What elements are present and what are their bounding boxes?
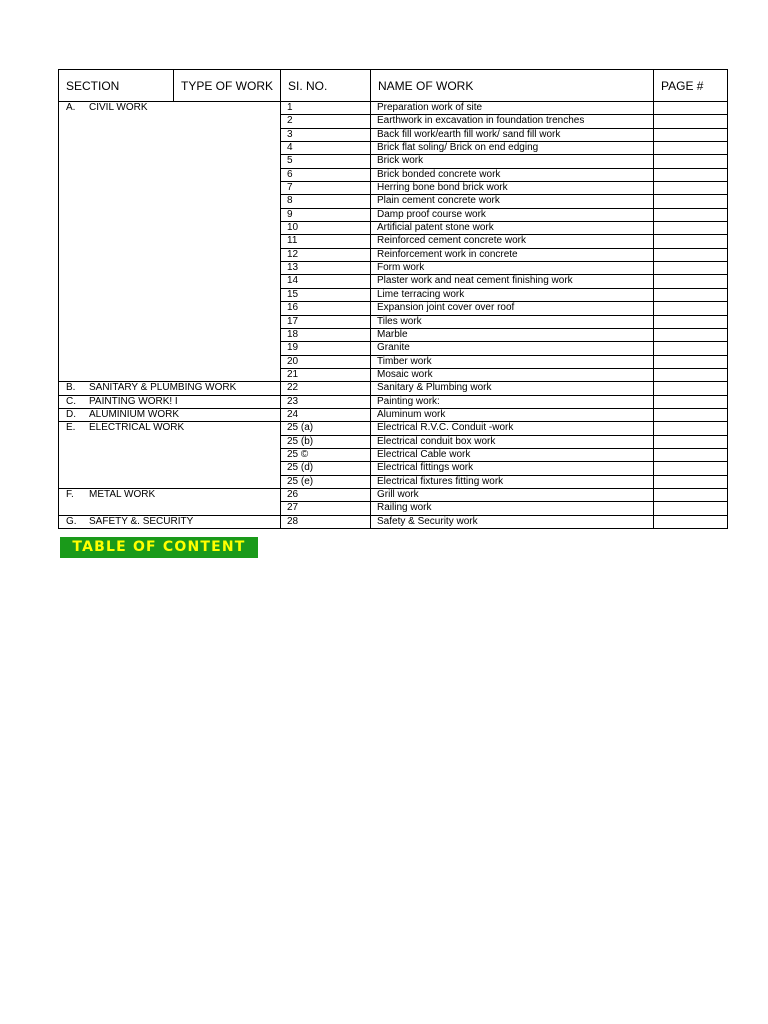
table-row bbox=[59, 328, 728, 341]
work-name-cell: Electrical conduit box work bbox=[371, 435, 654, 448]
page-number-cell bbox=[654, 395, 728, 408]
section-cell bbox=[59, 368, 281, 381]
header-sl-no: SI. NO. bbox=[281, 70, 371, 102]
work-name-cell: Electrical fittings work bbox=[371, 462, 654, 475]
work-name-cell: Painting work: bbox=[371, 395, 654, 408]
section-name: SAFETY &. SECURITY bbox=[89, 515, 194, 527]
section-cell bbox=[59, 102, 281, 115]
table-row bbox=[59, 515, 728, 528]
page-number-cell bbox=[654, 208, 728, 221]
serial-number-cell: 1 bbox=[281, 102, 371, 115]
section-cell bbox=[59, 222, 281, 235]
section-cell bbox=[59, 382, 281, 395]
section-cell bbox=[59, 315, 281, 328]
table-header-row bbox=[59, 70, 728, 102]
serial-number-cell: 19 bbox=[281, 342, 371, 355]
work-name-cell: Brick work bbox=[371, 155, 654, 168]
section-name: METAL WORK bbox=[89, 488, 156, 500]
work-name-cell: Lime terracing work bbox=[371, 288, 654, 301]
table-row bbox=[59, 128, 728, 141]
serial-number-cell: 6 bbox=[281, 168, 371, 181]
page-number-cell bbox=[654, 262, 728, 275]
section-cell bbox=[59, 248, 281, 261]
serial-number-cell: 2 bbox=[281, 115, 371, 128]
table-row bbox=[59, 115, 728, 128]
page-number-cell bbox=[654, 435, 728, 448]
table-of-content-label: TABLE OF CONTENT bbox=[60, 537, 258, 558]
section-cell bbox=[59, 462, 281, 475]
page-number-cell bbox=[654, 195, 728, 208]
serial-number-cell: 9 bbox=[281, 208, 371, 221]
section-cell bbox=[59, 155, 281, 168]
work-name-cell: Timber work bbox=[371, 355, 654, 368]
section-letter: B. bbox=[66, 382, 76, 394]
page-number-cell bbox=[654, 475, 728, 488]
section-cell bbox=[59, 275, 281, 288]
work-name-cell: Preparation work of site bbox=[371, 102, 654, 115]
table-row bbox=[59, 368, 728, 381]
page-number-cell bbox=[654, 182, 728, 195]
work-name-cell: Plaster work and neat cement finishing work bbox=[371, 275, 654, 288]
table-row bbox=[59, 435, 728, 448]
table-row bbox=[59, 222, 728, 235]
section-cell bbox=[59, 262, 281, 275]
table-row bbox=[59, 355, 728, 368]
section-letter: F. bbox=[66, 488, 74, 500]
table-row bbox=[59, 462, 728, 475]
table-row bbox=[59, 102, 728, 115]
serial-number-cell: 26 bbox=[281, 488, 371, 501]
table-row bbox=[59, 208, 728, 221]
table-row bbox=[59, 235, 728, 248]
work-name-cell: Aluminum work bbox=[371, 408, 654, 421]
section-name: SANITARY & PLUMBING WORK bbox=[89, 382, 237, 394]
section-cell bbox=[59, 475, 281, 488]
page-number-cell bbox=[654, 102, 728, 115]
section-cell bbox=[59, 302, 281, 315]
serial-number-cell: 21 bbox=[281, 368, 371, 381]
work-name-cell: Railing work bbox=[371, 502, 654, 515]
section-cell bbox=[59, 502, 281, 515]
page-number-cell bbox=[654, 302, 728, 315]
section-name: ALUMINIUM WORK bbox=[89, 408, 179, 420]
page-number-cell bbox=[654, 288, 728, 301]
header-page: PAGE # bbox=[654, 70, 728, 102]
work-name-cell: Artificial patent stone work bbox=[371, 222, 654, 235]
section-cell bbox=[59, 195, 281, 208]
serial-number-cell: 15 bbox=[281, 288, 371, 301]
table-row bbox=[59, 262, 728, 275]
table-row bbox=[59, 408, 728, 421]
table-row bbox=[59, 382, 728, 395]
table-row bbox=[59, 248, 728, 261]
page-number-cell bbox=[654, 115, 728, 128]
section-cell bbox=[59, 355, 281, 368]
page-number-cell bbox=[654, 168, 728, 181]
work-name-cell: Grill work bbox=[371, 488, 654, 501]
serial-number-cell: 12 bbox=[281, 248, 371, 261]
serial-number-cell: 5 bbox=[281, 155, 371, 168]
work-name-cell: Earthwork in excavation in foundation trenches bbox=[371, 115, 654, 128]
serial-number-cell: 13 bbox=[281, 262, 371, 275]
page-number-cell bbox=[654, 315, 728, 328]
serial-number-cell: 4 bbox=[281, 142, 371, 155]
page-number-cell bbox=[654, 382, 728, 395]
serial-number-cell: 7 bbox=[281, 182, 371, 195]
section-cell bbox=[59, 395, 281, 408]
table-row bbox=[59, 475, 728, 488]
section-name: PAINTING WORK! I bbox=[89, 395, 178, 407]
section-letter: G. bbox=[66, 515, 77, 527]
serial-number-cell: 11 bbox=[281, 235, 371, 248]
work-name-cell: Sanitary & Plumbing work bbox=[371, 382, 654, 395]
work-name-cell: Herring bone bond brick work bbox=[371, 182, 654, 195]
page-number-cell bbox=[654, 155, 728, 168]
section-letter: A. bbox=[66, 102, 76, 113]
page-number-cell bbox=[654, 128, 728, 141]
page-number-cell bbox=[654, 248, 728, 261]
page-number-cell bbox=[654, 328, 728, 341]
section-cell bbox=[59, 342, 281, 355]
serial-number-cell: 25 (d) bbox=[281, 462, 371, 475]
section-cell bbox=[59, 408, 281, 421]
work-name-cell: Form work bbox=[371, 262, 654, 275]
work-name-cell: Damp proof course work bbox=[371, 208, 654, 221]
work-name-cell: Electrical fixtures fitting work bbox=[371, 475, 654, 488]
section-letter: C. bbox=[66, 395, 76, 407]
page-number-cell bbox=[654, 488, 728, 501]
section-cell bbox=[59, 208, 281, 221]
table-row bbox=[59, 195, 728, 208]
table-row bbox=[59, 502, 728, 515]
serial-number-cell: 10 bbox=[281, 222, 371, 235]
section-cell bbox=[59, 515, 281, 528]
section-cell bbox=[59, 115, 281, 128]
page-number-cell bbox=[654, 502, 728, 515]
page-number-cell bbox=[654, 368, 728, 381]
page-number-cell bbox=[654, 222, 728, 235]
section-name: CIVIL WORK bbox=[89, 102, 148, 113]
section-cell bbox=[59, 182, 281, 195]
work-name-cell: Safety & Security work bbox=[371, 515, 654, 528]
section-letter: D. bbox=[66, 408, 76, 420]
section-cell bbox=[59, 328, 281, 341]
work-name-cell: Tiles work bbox=[371, 315, 654, 328]
table-row bbox=[59, 155, 728, 168]
serial-number-cell: 24 bbox=[281, 408, 371, 421]
section-cell bbox=[59, 288, 281, 301]
table-row bbox=[59, 302, 728, 315]
serial-number-cell: 27 bbox=[281, 502, 371, 515]
page-number-cell bbox=[654, 462, 728, 475]
work-name-cell: Brick flat soling/ Brick on end edging bbox=[371, 142, 654, 155]
page-number-cell bbox=[654, 235, 728, 248]
page-number-cell bbox=[654, 342, 728, 355]
table-row bbox=[59, 488, 728, 501]
table-row bbox=[59, 448, 728, 461]
section-cell bbox=[59, 435, 281, 448]
table-of-contents bbox=[58, 69, 728, 529]
work-name-cell: Expansion joint cover over roof bbox=[371, 302, 654, 315]
page-number-cell bbox=[654, 275, 728, 288]
table-row bbox=[59, 288, 728, 301]
serial-number-cell: 28 bbox=[281, 515, 371, 528]
serial-number-cell: 23 bbox=[281, 395, 371, 408]
serial-number-cell: 25 (a) bbox=[281, 422, 371, 435]
work-name-cell: Granite bbox=[371, 342, 654, 355]
work-name-cell: Marble bbox=[371, 328, 654, 341]
header-section: SECTION bbox=[59, 70, 174, 102]
serial-number-cell: 22 bbox=[281, 382, 371, 395]
serial-number-cell: 3 bbox=[281, 128, 371, 141]
work-name-cell: Electrical R.V.C. Conduit -work bbox=[371, 422, 654, 435]
table-row bbox=[59, 142, 728, 155]
section-cell bbox=[59, 168, 281, 181]
page-number-cell bbox=[654, 448, 728, 461]
table-row bbox=[59, 395, 728, 408]
work-name-cell: Back fill work/earth fill work/ sand fill work bbox=[371, 128, 654, 141]
table-row bbox=[59, 342, 728, 355]
header-name-of-work: NAME OF WORK bbox=[371, 70, 654, 102]
table-row bbox=[59, 275, 728, 288]
section-cell bbox=[59, 128, 281, 141]
section-cell bbox=[59, 488, 281, 501]
table-body bbox=[59, 102, 728, 529]
table-row bbox=[59, 315, 728, 328]
work-name-cell: Mosaic work bbox=[371, 368, 654, 381]
serial-number-cell: 25 (b) bbox=[281, 435, 371, 448]
table-row bbox=[59, 182, 728, 195]
section-name: ELECTRICAL WORK bbox=[89, 422, 185, 434]
serial-number-cell: 20 bbox=[281, 355, 371, 368]
section-cell bbox=[59, 448, 281, 461]
serial-number-cell: 8 bbox=[281, 195, 371, 208]
page-number-cell bbox=[654, 355, 728, 368]
section-cell bbox=[59, 235, 281, 248]
work-name-cell: Reinforcement work in concrete bbox=[371, 248, 654, 261]
page-number-cell bbox=[654, 408, 728, 421]
section-cell bbox=[59, 422, 281, 435]
serial-number-cell: 16 bbox=[281, 302, 371, 315]
serial-number-cell: 14 bbox=[281, 275, 371, 288]
serial-number-cell: 25 (e) bbox=[281, 475, 371, 488]
work-name-cell: Plain cement concrete work bbox=[371, 195, 654, 208]
section-cell bbox=[59, 142, 281, 155]
page-number-cell bbox=[654, 422, 728, 435]
serial-number-cell: 17 bbox=[281, 315, 371, 328]
work-name-cell: Reinforced cement concrete work bbox=[371, 235, 654, 248]
serial-number-cell: 25 © bbox=[281, 448, 371, 461]
header-type-of-work: TYPE OF WORK bbox=[174, 70, 281, 102]
table-row bbox=[59, 168, 728, 181]
page-number-cell bbox=[654, 142, 728, 155]
work-name-cell: Electrical Cable work bbox=[371, 448, 654, 461]
work-name-cell: Brick bonded concrete work bbox=[371, 168, 654, 181]
page-number-cell bbox=[654, 515, 728, 528]
section-letter: E. bbox=[66, 422, 76, 434]
serial-number-cell: 18 bbox=[281, 328, 371, 341]
table-row bbox=[59, 422, 728, 435]
